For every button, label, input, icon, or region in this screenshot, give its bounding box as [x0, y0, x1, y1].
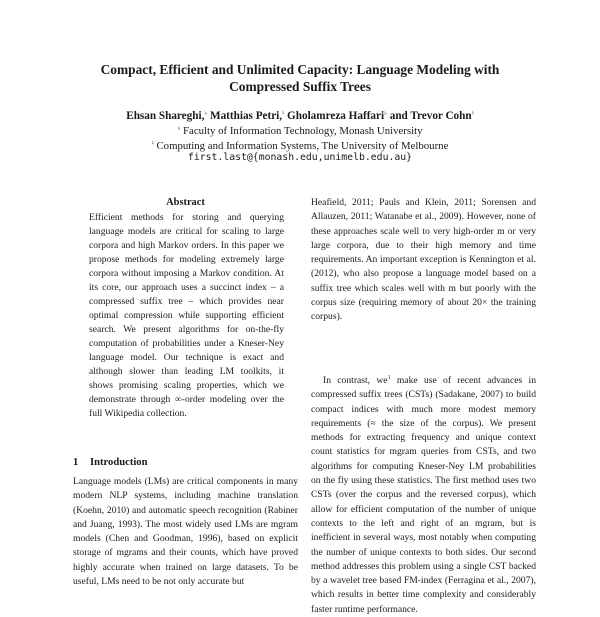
- abstract-heading: Abstract: [166, 197, 205, 208]
- author-2: Matthias Petri,: [207, 110, 283, 122]
- right-column-paragraph-1: Heafield, 2011; Pauls and Klein, 2011; Sorensen and Allauzen, 2011; Watanabe et al., 2009). However, none of these approaches scale well to very high-order m or very large corpora, due to their high memory and time requirements. An important exception is Kennington et al. (2012), who also propose a language model based on a suffix tree which scales well with m but poorly with the corpus size (requiring memory of about 20× the training corpus).: [311, 197, 536, 323]
- paragraph-2-start: In contrast, we: [323, 375, 388, 386]
- email-address: first.last@{monash.edu,unimelb.edu.au}: [187, 152, 413, 163]
- right-column-paragraph-2: [311, 371, 536, 617]
- paper-title: [60, 61, 540, 95]
- footnote-marker: 1: [387, 375, 391, 381]
- introduction-paragraph: Language models (LMs) are critical components in many modern NLP systems, including machine translation (Koehn, 2010) and automatic speech recognition (Rabiner and Juang, 1993). The most widely used LMs are mgram models (Chen and Goodman, 1996), based on explicit storage of mgrams and their counts, which have proved highly accurate when trained on large datasets. To be useful, LMs need to be not only accurate but: [73, 476, 298, 588]
- author-2-mark: ♮: [282, 111, 285, 117]
- affiliation-2-mark: ♮: [151, 141, 154, 147]
- section-title: Introduction: [90, 457, 148, 468]
- author-1-mark: ♭: [204, 111, 208, 117]
- affiliation-1-text: Faculty of Information Technology, Monash University: [183, 125, 423, 137]
- abstract-text: Efficient methods for storing and querying language models are critical for scaling to large corpora and high Markov orders. In this paper we propose methods for modeling extremely large corpora without imposing a Markov condition. At its core, our approach uses a succinct index – a compressed suffix tree – which provides near optimal compression while supporting efficient search. We present algorithms for on-the-fly computation of probabilities under a Kneser-Ney language model. Our technique is exact and although slower than leading LM toolkits, it shows promising scaling properties, which we demonstrate through ∞-order modeling over the full Wikipedia collection.: [89, 212, 284, 419]
- title-line-1: Compact, Efficient and Unlimited Capacity: Language Modeling with: [100, 62, 500, 77]
- title-line-2: Compressed Suffix Trees: [229, 79, 371, 94]
- author-4: and Trevor Cohn: [386, 110, 472, 122]
- author-list: [30, 107, 570, 123]
- author-3: Gholamreza Haffari: [284, 110, 385, 122]
- section-number: 1: [73, 457, 79, 468]
- affiliation-2-text: Computing and Information Systems, The University of Melbourne: [156, 140, 449, 152]
- affiliation-1-mark: ♭: [177, 126, 181, 132]
- author-1: Ehsan Shareghi,: [126, 110, 205, 122]
- author-3-mark: ♭: [384, 111, 387, 117]
- affiliation-1: [30, 122, 570, 138]
- section-heading-introduction: [73, 456, 148, 470]
- author-4-mark: ♮: [471, 111, 474, 117]
- paragraph-2-rest: make use of recent advances in compressed suffix trees (CSTs) (Sadakane, 2007) to build compact indices with much more modest memory requirements (≈ the size of the corpus). We present methods for extracting frequency and unique context count statistics for mgram queries from CSTs, and two algorithms for computing Kneser-Ney LM probabilities on the fly using these statistics. The first method uses two CSTs (over the corpus and the reversed corpus), which allow for efficient computation of the number of unique contexts to the left and right of an mgram, but is inefficient in several ways, most notably when computing the number of unique contexts to both sides. Our second method addresses this problem using a single CST backed by a wavelet tree based FM-index (Ferragina et al., 2007), which results in better time complexity and considerably faster runtime performance.: [311, 375, 536, 615]
